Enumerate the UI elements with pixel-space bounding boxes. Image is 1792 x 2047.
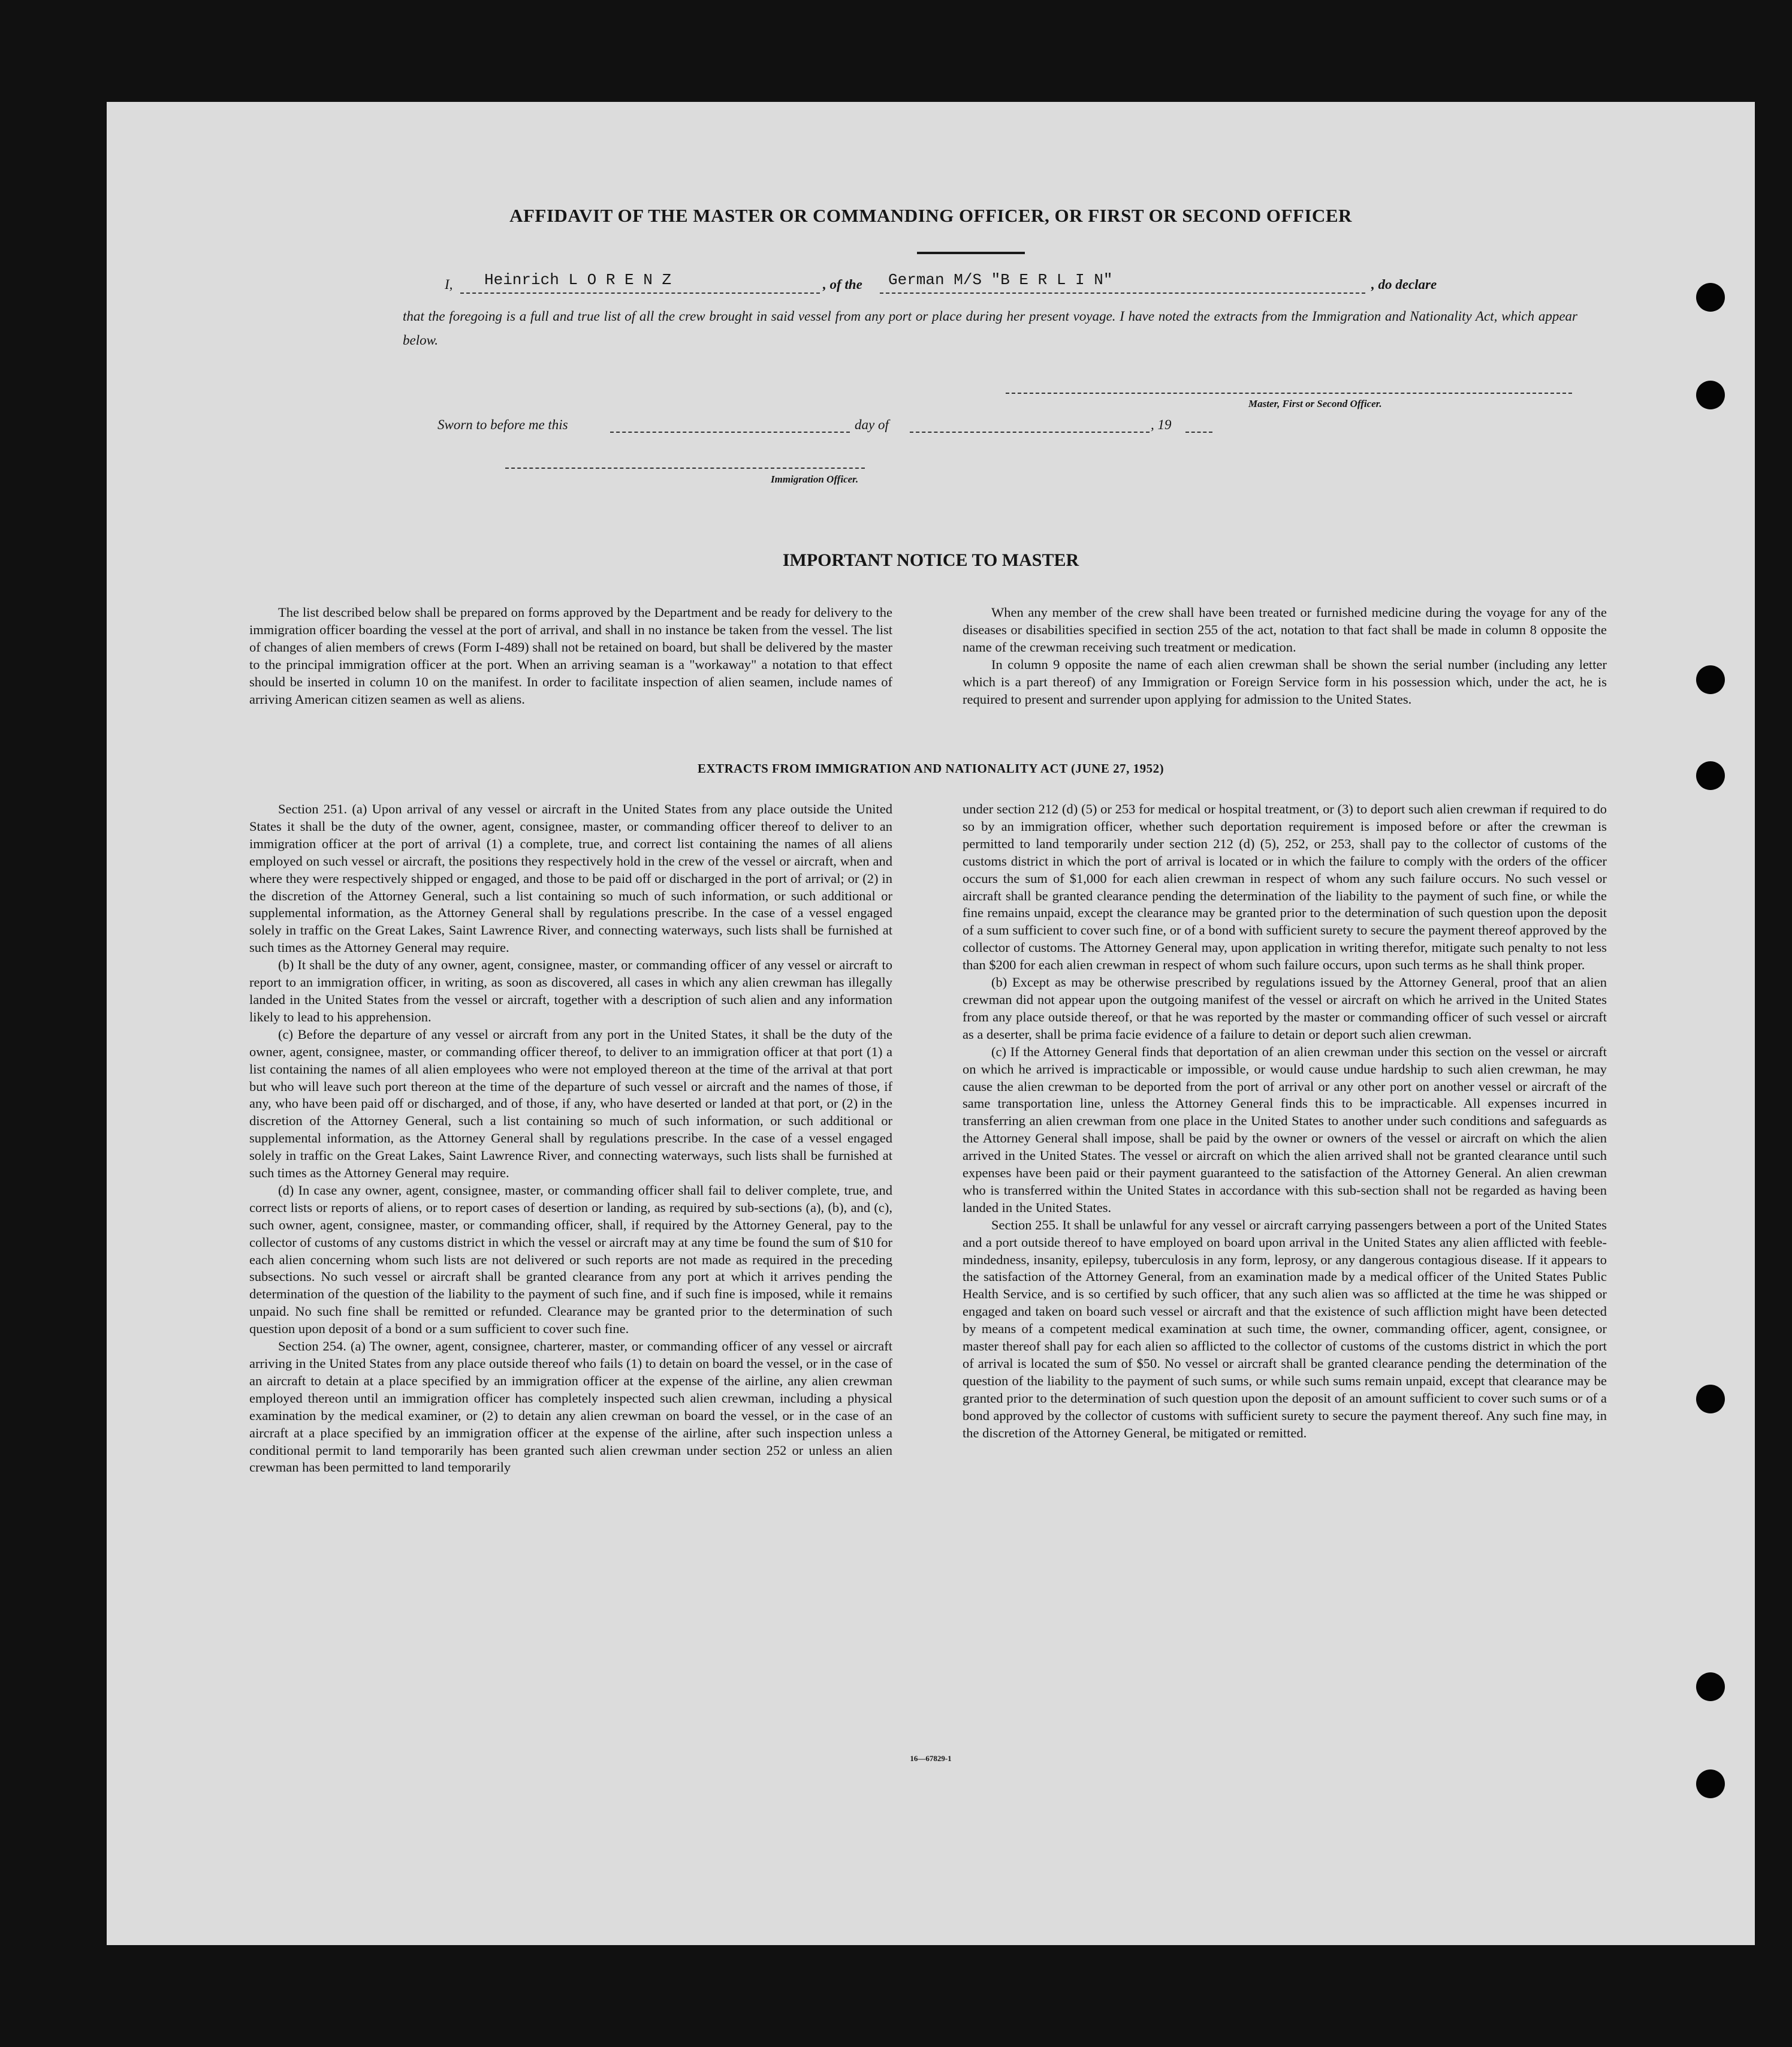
sworn-month-line [910, 432, 1150, 433]
sworn-year-line [1185, 432, 1212, 433]
extract-paragraph: Section 254. (a) The owner, agent, consignee, charterer, master, or commanding officer of any vessel or aircraft arriving in the United States from any place outside thereof who fails (1) to detain on board the vessel, or in the case of an aircraft to detain at a place specified by an immigration officer at the expense of the airline, any alien crewman employed thereon until an immigration officer has completely inspected such alien crewman, including a physical examination by the medical examiner, or (2) to detain any alien crewman on board the vessel, or in the case of an aircraft at a place specified by an immigration officer at the expense of the airline, after such inspection unless a conditional permit to land temporarily has been granted such alien crewman under section 252 or unless an alien crewman has been permitted to land temporarily [249, 1338, 892, 1475]
punch-hole [1696, 1769, 1725, 1798]
name-line [460, 293, 820, 294]
form-number: 16—67829-1 [910, 1754, 952, 1763]
extract-paragraph: (c) If the Attorney General finds that deportation of an alien crewman under this section on the vessel or aircraft on which he arrived is impracticable or impossible, or would cause undue hardship to such alien crewman, he may cause the alien crewman to be deported from the port of arrival or any other port on another vessel or aircraft of the same transportation line, unless the Attorney General finds this to be impracticable. All expenses incurred in transferring an alien crewman from one place in the United States to another under such conditions and safeguards as the Attorney General shall impose, shall be paid by the owner or owners of the vessel or aircraft on which the alien arrived in the United States. The vessel or aircraft on which the alien arrived shall not be granted clearance until such expenses have been paid or their payment guaranteed to the satisfaction of the Attorney General. An alien crewman who is transferred within the United States in accordance with this sub-section shall not be regarded as having been landed in the United States. [963, 1044, 1607, 1215]
affidavit-title: AFFIDAVIT OF THE MASTER OR COMMANDING OFFICER, OR FIRST OR SECOND OFFICER [509, 205, 1352, 226]
do-declare-label: , do declare [1371, 277, 1437, 292]
punch-hole [1696, 283, 1725, 312]
vessel-name: German M/S "B E R L I N" [888, 271, 1113, 289]
extract-paragraph: Section 255. It shall be unlawful for any vessel or aircraft carrying passengers between a port of the United States and a port outside thereof to have employed on board upon arrival in the United States any alien afflicted with feeble-mindedness, insanity, epilepsy, tuberculosis in any form, leprosy, or any dangerous contagious disease. If it appears to the satisfaction of the Attorney General, from an examination made by a medical officer of the United States Public Health Service, and is so certified by such officer, that any such alien was so afflicted at the time he was shipped or engaged and taken on board such vessel or aircraft and that the existence of such affliction might have been detected by means of a competent medical examination at such time, the owner, commanding officer, agent, consignee, or master thereof shall pay for each alien so afflicted to the collector of customs of the customs district in which the port of arrival is located the sum of $50. No vessel or aircraft shall be granted clearance pending the determination of the question of the liability to the payment of such sums, or while such sums remain unpaid, except that clearance may be granted prior to the determination of such question upon the deposit of an amount sufficient to cover such sums or of a bond approved by the collector of customs with sufficient surety to secure the payment thereof. Any such fine may, in the discretion of the Attorney General, be mitigated or remitted. [963, 1217, 1607, 1440]
sworn-label: Sworn to before me this [438, 417, 568, 432]
punch-hole [1696, 381, 1725, 409]
sworn-day-line [610, 432, 850, 433]
year-label: , 19 [1151, 417, 1172, 432]
extracts-title: EXTRACTS FROM IMMIGRATION AND NATIONALITY ACT (JUNE 27, 1952) [697, 761, 1165, 776]
extract-paragraph: (d) In case any owner, agent, consignee, master, or commanding officer shall fail to deliver complete, true, and correct lists or reports of aliens, or to report cases of desertion or landing, as required by sub-sections (a), (b), and (c), such owner, agent, consignee, master, or commanding officer, shall, if required by the Attorney General, pay to the collector of customs of any customs district in which the vessel or aircraft may at any time be found the sum of $10 for each alien concerning whom such lists are not delivered or such reports are not made as required in the preceding subsections. No such vessel or aircraft shall be granted clearance from any port at which it arrives pending the determination of the question of the liability to the payment of such fine, and if such fine is imposed, while it remains unpaid. No such fine shall be remitted or refunded. Clearance may be granted prior to the determination of such question upon deposit of a bond or a sum sufficient to cover such fine. [249, 1182, 892, 1337]
notice-title: IMPORTANT NOTICE TO MASTER [782, 550, 1079, 570]
master-name: Heinrich L O R E N Z [484, 271, 672, 289]
extract-paragraph: under section 212 (d) (5) or 253 for medical or hospital treatment, or (3) to deport such alien crewman if required to do so by an immigration officer, whether such deportation requirement is imposed before or after the crewman is permitted to land temporarily under section 212 (d) (5), 252, or 253, shall pay to the collector of customs of the customs district in which the port of arrival is located or in which the failure to comply with the orders of the officer occurs the sum of $1,000 for each alien crewman in respect of whom any such failure occurs. No such vessel or aircraft shall be granted clearance pending the determination of the liability to the payment of such fine, or while the fine remains unpaid, except the clearance may be granted prior to the determination of such question upon the deposit of a sum sufficient to cover such fine, or of a bond with sufficient surety to secure the payment thereof approved by the collector of customs. The Attorney General may, upon application in writing therefor, mitigate such penalty to not less than $200 for each alien crewman in respect of whom such failure occurs, upon such terms as he shall think proper. [963, 801, 1607, 973]
notice-left-text: The list described below shall be prepared on forms approved by the Department and be ready for delivery to the immigration officer boarding the vessel at the port of arrival, and shall in no instance be taken from the vessel. The list of changes of alien members of crews (Form I-489) shall not be retained on board, but shall be delivered by the master to the principal immigration officer at the port. When an arriving seaman is a "workaway" a notation to that effect should be inserted in column 10 on the manifest. In order to facilitate inspection of alien seamen, include names of arriving American citizen seamen as well as aliens. [249, 605, 892, 707]
notice-right-column [963, 604, 1607, 708]
officer-signature-line [505, 468, 865, 469]
document-page [107, 102, 1755, 1945]
notice-left-column [249, 604, 892, 708]
notice-right-paragraph: When any member of the crew shall have been treated or furnished medicine during the voyage for any of the diseases or disabilities specified in section 255 of the act, notation to that fact shall be made in column 8 opposite the name of the crewman receiving such treatment or medication. [963, 605, 1607, 655]
master-signature-line [1006, 393, 1572, 394]
master-signature-label: Master, First or Second Officer. [1248, 398, 1382, 409]
extracts-right-column [963, 801, 1607, 1442]
punch-hole [1696, 1385, 1725, 1413]
extract-paragraph: (c) Before the departure of any vessel or aircraft from any port in the United States, it shall be the duty of the owner, agent, consignee, master, or commanding officer thereof, to deliver to an immigration officer at that port (1) a list containing the names of all alien employees who were not employed thereon at the time of the arrival at that port but who will leave such port thereon at the time of the departure of such vessel or aircraft and the names of those, if any, who have been paid off or discharged, and of those, if any, who have deserted or landed at that port, or (2) in the discretion of the Attorney General, such a list containing so much of such information, or such additional or supplemental information, as the Attorney General shall by regulations prescribe. In the case of a vessel engaged solely in traffic on the Great Lakes, Saint Lawrence River, and connecting waterways, such lists shall be furnished at such times as the Attorney General may require. [249, 1026, 892, 1181]
notice-right-paragraph: In column 9 opposite the name of each alien crewman shall be shown the serial number (including any letter which is a part thereof) of any Immigration or Foreign Service form in his possession which, under the act, he is required to present and surrender upon applying for admission to the United States. [963, 656, 1607, 707]
extract-paragraph: Section 251. (a) Upon arrival of any vessel or aircraft in the United States from any place outside the United States it shall be the duty of the owner, agent, consignee, master, or commanding officer thereof to deliver to an immigration officer at the port of arrival (1) a complete, true, and correct list containing the names of all aliens employed on such vessel or aircraft, the positions they respectively hold in the crew of the vessel or aircraft, when and where they were respectively shipped or engaged, and those to be paid off or discharged in the port of arrival; or (2) in the discretion of the Attorney General, such a list containing so much of such information, or such additional or supplemental information, as the Attorney General shall by regulations prescribe. In the case of a vessel engaged solely in traffic on the Great Lakes, Saint Lawrence River, and connecting waterways, such lists shall be furnished at such times as the Attorney General may require. [249, 801, 892, 955]
punch-hole [1696, 665, 1725, 694]
officer-signature-label: Immigration Officer. [771, 474, 859, 485]
vessel-line [880, 293, 1365, 294]
i-label: I, [445, 277, 453, 292]
extract-paragraph: (b) It shall be the duty of any owner, agent, consignee, master, or commanding officer of any vessel or aircraft to report to an immigration officer, in writing, as soon as discovered, all cases in which any alien crewman has illegally landed in the United States from the vessel or aircraft, together with a description of such alien and any information likely to lead to his apprehension. [249, 957, 892, 1024]
declaration-statement: that the foregoing is a full and true list of all the crew brought in said vessel from any port or place during her present voyage. I have noted the extracts from the Immigration and Nationality Act, which appear below. [403, 309, 1577, 348]
day-of-label: day of [855, 417, 889, 432]
extract-paragraph: (b) Except as may be otherwise prescribed by regulations issued by the Attorney General, proof that an alien crewman did not appear upon the outgoing manifest of the vessel or aircraft on which he arrived in the United States from any place outside thereof, or that he was reported by the master or commanding officer of such vessel or aircraft as a deserter, shall be prima facie evidence of a failure to detain or deport such alien crewman. [963, 975, 1607, 1042]
extracts-left-column [249, 801, 892, 1476]
of-the-label: , of the [823, 277, 862, 292]
title-rule [917, 252, 1025, 254]
punch-hole [1696, 1672, 1725, 1701]
